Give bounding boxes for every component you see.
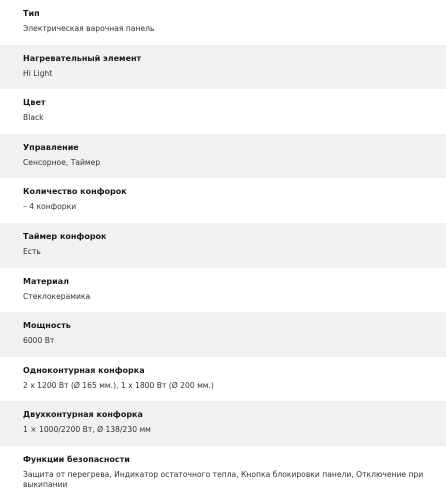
spec-label: Управление bbox=[23, 142, 79, 152]
spec-row-control bbox=[0, 134, 446, 179]
spec-row-dual-circuit-burner bbox=[0, 401, 446, 446]
spec-row-heating-element bbox=[0, 45, 446, 90]
spec-row-type bbox=[0, 0, 446, 45]
spec-row-single-circuit-burner bbox=[0, 357, 446, 402]
spec-row-safety-features bbox=[0, 446, 446, 500]
spec-label: Материал bbox=[23, 276, 70, 286]
spec-label: Тип bbox=[23, 9, 40, 18]
spec-label: Таймер конфорок bbox=[23, 231, 107, 241]
spec-value: – 4 конфорки bbox=[23, 202, 77, 212]
spec-value: 2 x 1200 Вт (Ø 165 мм.), 1 x 1800 Вт (Ø 200 мм.) bbox=[23, 380, 214, 390]
spec-label: Количество конфорок bbox=[23, 187, 127, 197]
spec-value: Hi Light bbox=[23, 68, 53, 78]
spec-row-color bbox=[0, 89, 446, 134]
spec-label: Мощность bbox=[23, 321, 71, 331]
spec-row-material bbox=[0, 268, 446, 313]
spec-value: 6000 Вт bbox=[23, 336, 55, 346]
spec-row-power bbox=[0, 312, 446, 357]
spec-value: Есть bbox=[23, 246, 41, 256]
spec-value: Стеклокерамика bbox=[23, 291, 91, 301]
spec-row-burner-timer bbox=[0, 223, 446, 268]
spec-value: Защита от перегрева, Индикатор остаточного тепла, Кнопка блокировки панели, Отключение при выкипании bbox=[23, 469, 424, 489]
spec-label: Одноконтурная конфорка bbox=[23, 365, 145, 375]
spec-label: Функции безопасности bbox=[23, 454, 130, 464]
spec-label: Нагревательный элемент bbox=[23, 53, 142, 63]
spec-value: 1 × 1000/2200 Вт, Ø 138/230 мм bbox=[23, 425, 151, 435]
spec-value: Black bbox=[23, 113, 44, 123]
spec-value: Электрическая варочная панель bbox=[23, 24, 155, 33]
spec-label: Двухконтурная конфорка bbox=[23, 410, 143, 420]
spec-row-burner-count bbox=[0, 178, 446, 223]
spec-value: Сенсорное, Таймер bbox=[23, 157, 101, 167]
spec-label: Цвет bbox=[23, 98, 46, 108]
